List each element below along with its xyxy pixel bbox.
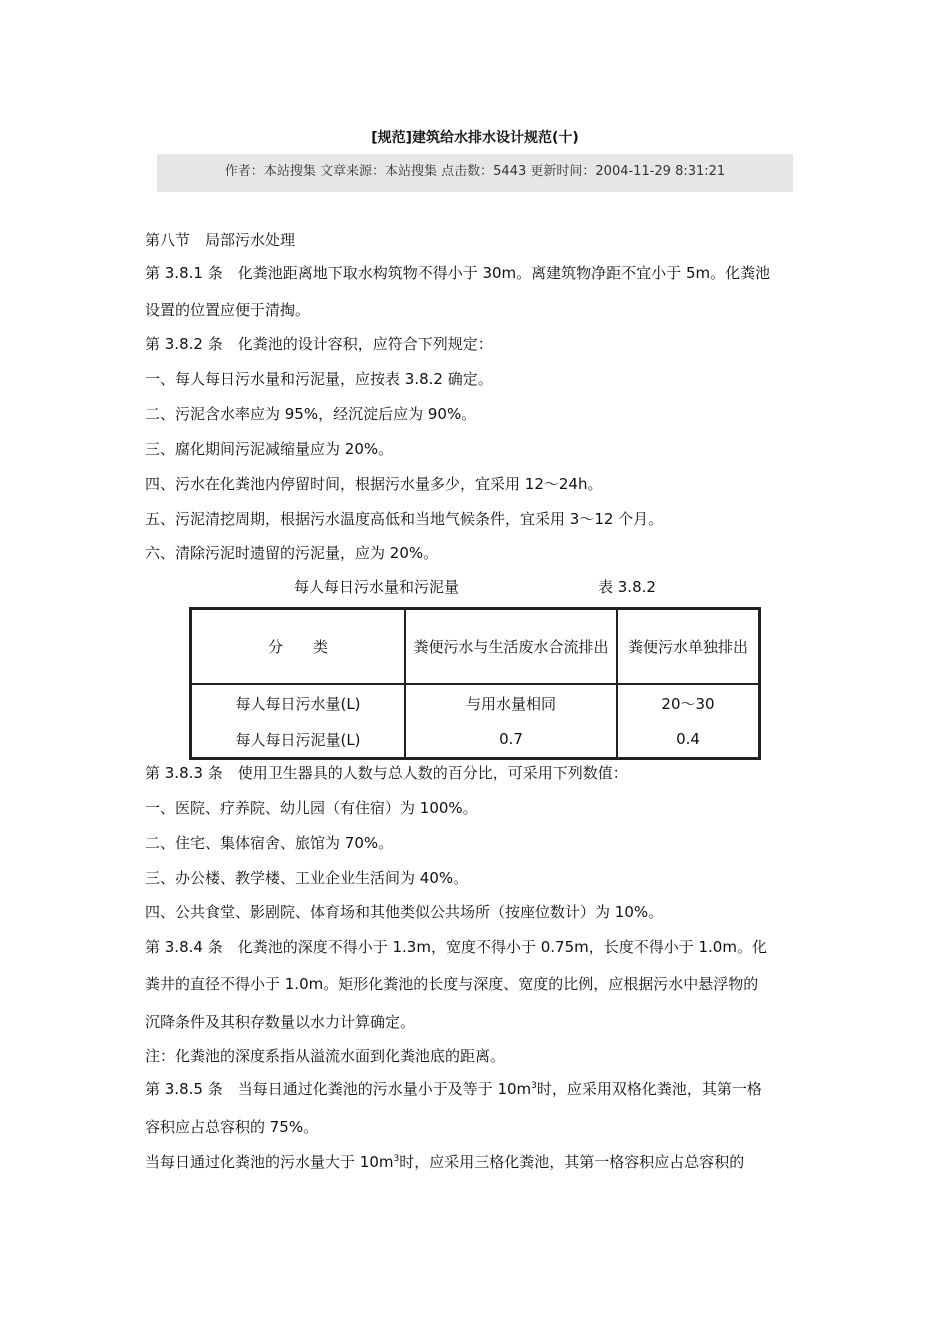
- clause-3-8-2: 第 3.8.2 条 化粪池的设计容积，应符合下列规定：: [145, 335, 493, 353]
- clicks-label: 点击数：: [441, 164, 494, 179]
- clause-3-8-5-line-3: 当每日通过化粪池的污水量大于 $10m^3$时，应采用三格化粪池，其第一格容积应占总容积的: [145, 1153, 745, 1171]
- source-label: 文章来源：: [319, 164, 385, 179]
- table-header-row: [191, 609, 759, 684]
- clause-3-8-3: 第 3.8.3 条 使用卫生器具的人数与总人数的百分比，可采用下列数值：: [145, 764, 628, 782]
- clause-3-8-1-line-2: 设置的位置应便于清掏。: [145, 301, 311, 319]
- table-caption: 每人每日污水量和污泥量: [294, 578, 460, 596]
- clause-3-8-2-item-2: 二、污泥含水率应为 95%，经沉淀后应为 90%。: [145, 405, 477, 423]
- updated-value: 2004-11-29 8:31:21: [595, 164, 726, 179]
- clause-3-8-4-line-1: 第 3.8.4 条 化粪池的深度不得小于 1.3m，宽度不得小于 0.75m，长度不得小于 1.0m。化: [145, 938, 767, 956]
- clause-3-8-4-line-2: 粪井的直径不得小于 1.0m。矩形化粪池的长度与深度、宽度的比例，应根据污水中悬浮物的: [145, 975, 759, 993]
- clause-3-8-1-line-1: 第 3.8.1 条 化粪池距离地下取水构筑物不得小于 30m。离建筑物净距不宜小于 5m。化粪池: [145, 264, 771, 282]
- table-row: [191, 684, 759, 721]
- page-title: [规范]建筑给水排水设计规范(十): [371, 130, 579, 146]
- clause-3-8-5-line-1: 第 3.8.5 条 当每日通过化粪池的污水量小于及等于 $10m^3$时，应采用双格化粪池，其第一格: [145, 1080, 762, 1098]
- source-value: 本站搜集: [384, 164, 437, 179]
- author-value: 本站搜集: [263, 164, 316, 179]
- sewage-sludge-table: [189, 607, 761, 760]
- clicks-value: 5443: [493, 164, 527, 179]
- author-label: 作者：: [224, 164, 264, 179]
- table-header-cell: 分 类: [191, 609, 405, 684]
- table-header-cell: 粪便污水与生活废水合流排出: [405, 609, 617, 684]
- clause-3-8-2-item-4: 四、污水在化粪池内停留时间，根据污水量多少，宜采用 12～24h。: [145, 475, 603, 493]
- clause-3-8-2-item-6: 六、清除污泥时遗留的污泥量，应为 20%。: [145, 544, 439, 562]
- clause-3-8-2-item-3: 三、腐化期间污泥减缩量应为 20%。: [145, 440, 394, 458]
- table-cell: 20～30: [617, 684, 759, 721]
- table-cell: 0.7: [405, 721, 617, 758]
- clause-3-8-3-item-2: 二、住宅、集体宿舍、旅馆为 70%。: [145, 834, 394, 852]
- table-cell: 每人每日污水量(L): [191, 684, 405, 721]
- clause-3-8-4-note: 注：化粪池的深度系指从溢流水面到化粪池底的距离。: [145, 1047, 506, 1065]
- clause-3-8-3-item-3: 三、办公楼、教学楼、工业企业生活间为 40%。: [145, 869, 469, 887]
- section-heading: 第八节 局部污水处理: [145, 231, 296, 249]
- clause-3-8-3-item-1: 一、医院、疗养院、幼儿园（有住宿）为 100%。: [145, 799, 478, 817]
- clause-3-8-5-line-2: 容积应占总容积的 75%。: [145, 1118, 319, 1136]
- updated-label: 更新时间：: [530, 164, 596, 179]
- table-cell: 0.4: [617, 721, 759, 758]
- table-cell: 每人每日污泥量(L): [191, 721, 405, 758]
- table-header-cell: 粪便污水单独排出: [617, 609, 759, 684]
- table-row: [191, 721, 759, 758]
- table-cell: 与用水量相同: [405, 684, 617, 721]
- clause-3-8-4-line-3: 沉降条件及其积存数量以水力计算确定。: [145, 1013, 416, 1031]
- article-meta-bar: [157, 154, 793, 192]
- clause-3-8-2-item-1: 一、每人每日污水量和污泥量，应按表 3.8.2 确定。: [145, 370, 493, 388]
- clause-3-8-3-item-4: 四、公共食堂、影剧院、体育场和其他类似公共场所（按座位数计）为 10%。: [145, 903, 664, 921]
- table-number: 表 3.8.2: [598, 578, 656, 596]
- clause-3-8-2-item-5: 五、污泥清挖周期，根据污水温度高低和当地气候条件，宜采用 3～12 个月。: [145, 510, 664, 528]
